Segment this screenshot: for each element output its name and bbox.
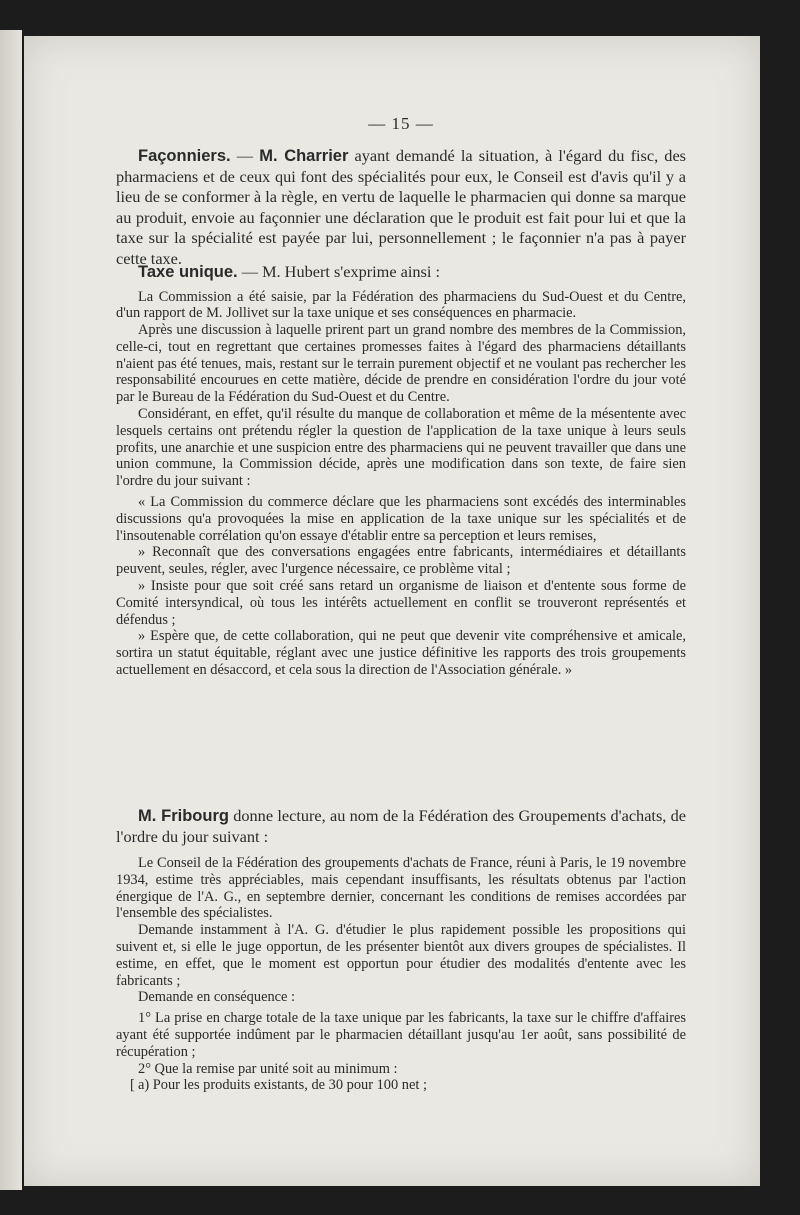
fribourg-paragraph: 2° Que la remise par unité soit au minimum : <box>138 1060 398 1077</box>
section-faconniers <box>116 146 686 269</box>
taxe-quote: » Reconnaît que des conversations engagées entre fabricants, intermédiaires et détaillants peuvent, seules, régler, avec l'urgence nécessaire, ce problème vital ; <box>116 544 686 578</box>
fribourg-item: [ a) Pour les produits existants, de 30 pour 100 net ; <box>116 1077 686 1094</box>
fribourg-paragraph: Le Conseil de la Fédération des groupements d'achats de France, réuni à Paris, le 19 novembre 1934, estime très appréciables, mais cependant insuffisants, les résultats obtenus par l'action énergique de l'A. G., en septembre dernier, concernant les conditions de remises accordées par l'ensemble des spécialistes. <box>116 855 686 922</box>
taxe-unique-heading: Taxe unique. <box>138 263 238 281</box>
fribourg-speaker: M. Fribourg <box>138 807 229 825</box>
faconniers-text: ayant demandé la situation, à l'égard du fisc, des pharmaciens et de ceux qui font des spécialités pour eux, le Conseil est d'avis qu'il y a lieu de se conformer à la règle, en vertu de laquelle le pharmacien qui donne sa marque au produit, envoie au façonnier une déclaration que le produit est fait pour lui et que la taxe sur la spécialité est payée par lui, personnellement ; le façonnier n'a pas à payer cette taxe. <box>116 146 687 268</box>
margin-bracket: [ <box>130 1077 135 1094</box>
fribourg-paragraph: 1° La prise en charge totale de la taxe unique par les fabricants, la taxe sur le chiffre d'affaires ayant été supportée indûment par le pharmacien détaillant jusqu'au 1er août, sans possibilité de récupération ; <box>116 1010 686 1060</box>
fribourg-intro <box>116 806 686 847</box>
faconniers-speaker: M. Charrier <box>259 147 349 165</box>
taxe-quote: » Espère que, de cette collaboration, qui ne peut que devenir vite compréhensive et amicale, sortira un statut équitable, réglant avec une justice définitive les rapports des trois groupements actuellement en désaccord, et cela sous la direction de l'Association générale. » <box>116 628 686 679</box>
taxe-unique-intro-text: — M. Hubert s'exprime ainsi : <box>237 262 440 281</box>
taxe-paragraph: Considérant, en effet, qu'il résulte du manque de collaboration et même de la mésentente avec lesquels certains ont prétendu régler la question de l'application de la taxe unique à leurs seuls profits, une anarchie et une suspicion entre des pharmaciens qui ne peuvent travailler que dans une union commune, la Commission décide, après une modification dans son texte, de faire sien l'ordre du jour suivant : <box>116 406 686 490</box>
taxe-paragraph: La Commission a été saisie, par la Fédération des pharmaciens du Sud-Ouest et du Centre, d'un rapport de M. Jollivet sur la taxe unique et ses conséquences en pharmacie. <box>116 288 686 322</box>
taxe-quote: » Insiste pour que soit créé sans retard un organisme de liaison et d'entente sous forme de Comité intersyndical, où tous les intérêts actuellement en conflit se trouveront représentés et défendus ; <box>116 578 686 628</box>
previous-page-edge <box>0 30 22 1190</box>
page-number: — 15 — <box>368 114 434 133</box>
fribourg-paragraph: Demande instamment à l'A. G. d'étudier le plus rapidement possible les propositions qui suivent et, si elle le juge opportun, de les présenter bientôt aux divers groupes de spécialistes. Il estime, en effet, que le moment est opportun pour étudier des modalités d'entente avec les fabricants ; <box>116 922 686 989</box>
taxe-paragraph: Après une discussion à laquelle prirent part un grand nombre des membres de la Commission, celle-ci, tout en regrettant que certaines promesses faites à l'égard des pharmaciens détaillants n'aient pas été tenues, mais, restant sur le terrain purement objectif et ne voulant pas rechercher les responsabilité encourues en cette matière, décide de prendre en considération l'ordre du jour voté par le Bureau de la Fédération du Sud-Ouest et du Centre. <box>116 322 686 406</box>
section-taxe-unique <box>116 262 686 679</box>
fribourg-paragraph: Demande en conséquence : <box>138 989 296 1006</box>
section-fribourg <box>116 806 686 1094</box>
faconniers-paragraph: Façonniers. — M. Charrier ayant demandé la situation, à l'égard du fisc, des pharmaciens et de ceux qui font des spécialités pour eux, le Conseil est d'avis qu'il y a lieu de se conformer à la règle, en vertu de laquelle le pharmacien qui donne sa marque au produit, envoie au façonnier une déclaration que le produit est fait pour lui et que la taxe sur la spécialité est payée par lui, personnellement ; le façonnier n'a pas à payer cette taxe. <box>116 146 687 268</box>
document-page <box>24 36 760 1186</box>
taxe-unique-intro <box>116 262 686 283</box>
fribourg-intro-text: donne lecture, au nom de la Fédération des Groupements d'achats, de l'ordre du jour suivant : <box>116 806 687 846</box>
faconniers-heading: Façonniers. <box>138 147 231 165</box>
taxe-quote: « La Commission du commerce déclare que les pharmaciens sont excédés des interminables discussions qu'a provoquées la mise en application de la taxe unique sur les spécialités et de l'insoutenable corrélation qu'on essaye d'établir entre sa perception et leurs remises, <box>116 494 686 544</box>
